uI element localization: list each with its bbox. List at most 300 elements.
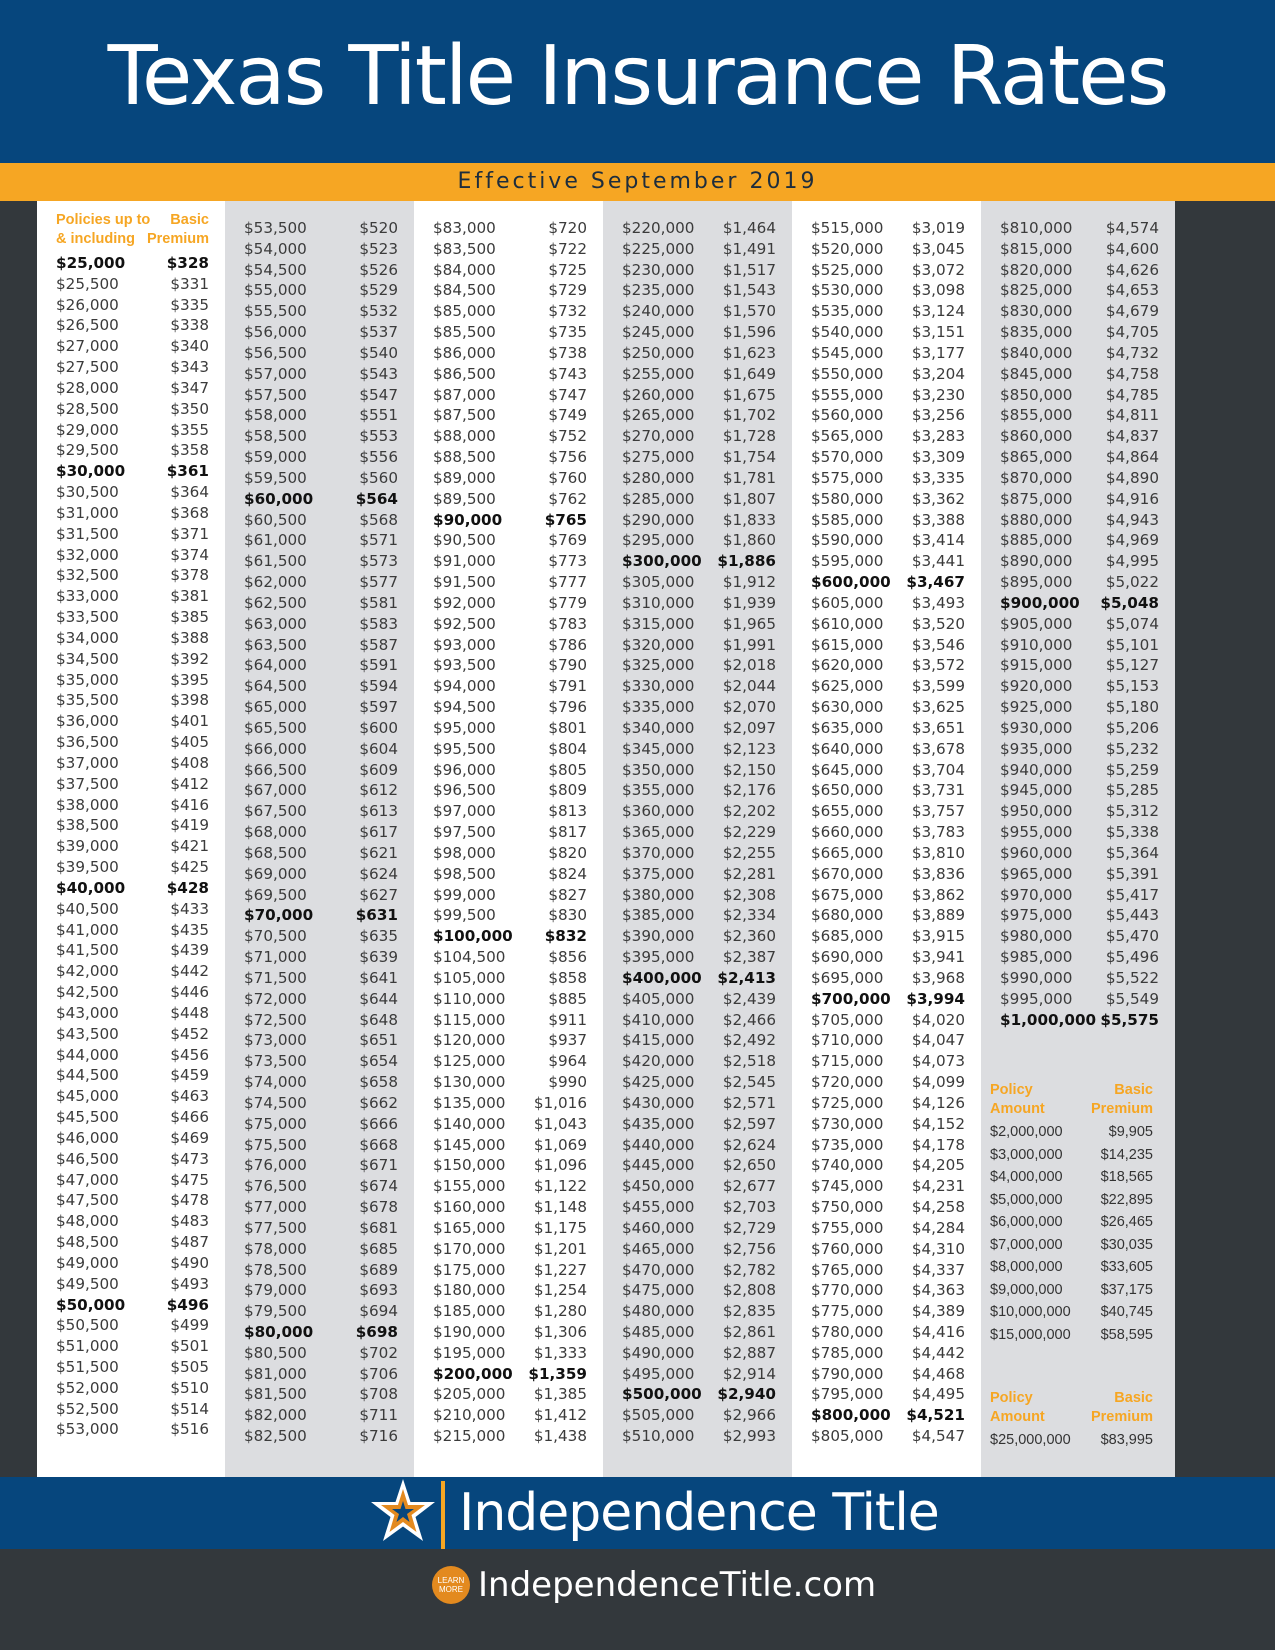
rate-row — [981, 864, 1175, 885]
policy-amount: $580,000 — [811, 489, 884, 508]
policy-amount: $595,000 — [811, 552, 884, 571]
policy-amount: $905,000 — [1000, 614, 1073, 633]
rate-row — [603, 1010, 792, 1031]
policy-amount: $210,000 — [433, 1406, 506, 1425]
rate-row — [37, 670, 225, 691]
policy-amount: $490,000 — [622, 1343, 695, 1362]
rate-row — [792, 1343, 981, 1364]
header-policy-label: Policy — [990, 1082, 1033, 1098]
basic-premium: $3,467 — [906, 573, 965, 592]
basic-premium: $3,731 — [911, 781, 965, 800]
rate-row — [37, 1065, 225, 1086]
basic-premium: $5,364 — [1105, 843, 1159, 862]
basic-premium: $3,388 — [911, 510, 965, 529]
basic-premium: $571 — [359, 531, 398, 550]
basic-premium: $911 — [548, 1010, 587, 1029]
basic-premium: $1,886 — [717, 552, 776, 571]
basic-premium: $827 — [548, 885, 587, 904]
rate-row — [414, 885, 603, 906]
policy-amount: $62,000 — [244, 573, 307, 592]
rate-row — [792, 364, 981, 385]
website-link[interactable]: IndependenceTitle.com — [478, 1565, 877, 1605]
basic-premium: $22,895 — [1100, 1191, 1153, 1208]
policy-amount: $665,000 — [811, 843, 884, 862]
basic-premium: $817 — [548, 823, 587, 842]
basic-premium: $1,860 — [722, 531, 776, 550]
header-premium-label: Premium — [1090, 1409, 1153, 1425]
basic-premium: $1,122 — [533, 1177, 587, 1196]
basic-premium: $478 — [170, 1191, 209, 1210]
rate-row — [981, 280, 1175, 301]
basic-premium: $4,574 — [1105, 219, 1159, 237]
policy-amount: $890,000 — [1000, 552, 1073, 571]
policy-amount: $43,500 — [56, 1024, 119, 1043]
basic-premium: $3,599 — [911, 677, 965, 696]
header-amount-label: Amount — [990, 1409, 1045, 1425]
basic-premium: $4,126 — [911, 1093, 965, 1112]
rate-row — [414, 239, 603, 260]
basic-premium: $4,600 — [1105, 239, 1159, 258]
rate-row — [792, 405, 981, 426]
policy-amount: $30,000 — [56, 462, 126, 481]
large-policy-row — [990, 1324, 1153, 1347]
policy-amount: $750,000 — [811, 1198, 884, 1216]
header-basic-label: Basic — [170, 212, 209, 228]
policy-amount: $40,500 — [56, 899, 119, 918]
basic-premium: $1,069 — [533, 1135, 587, 1154]
basic-premium: $496 — [166, 1295, 209, 1314]
basic-premium: $2,518 — [722, 1052, 776, 1071]
policy-amount: $66,000 — [244, 739, 307, 758]
basic-premium: $583 — [359, 614, 398, 633]
basic-premium: $5,153 — [1105, 677, 1159, 696]
policy-amount: $27,500 — [56, 358, 119, 377]
basic-premium: $627 — [359, 885, 398, 904]
policy-amount: $69,500 — [244, 885, 307, 904]
rate-row — [603, 801, 792, 822]
basic-premium: $4,231 — [911, 1177, 965, 1196]
rate-row — [414, 739, 603, 760]
basic-premium: $516 — [170, 1420, 209, 1439]
policy-amount: $74,000 — [244, 1073, 307, 1092]
policy-amount: $43,000 — [56, 1003, 119, 1022]
basic-premium: $3,678 — [911, 739, 965, 758]
rate-row — [37, 420, 225, 441]
policy-amount: $730,000 — [811, 1114, 884, 1133]
policy-amount: $26,500 — [56, 316, 119, 335]
policy-amount: $72,000 — [244, 989, 307, 1008]
policy-amount: $930,000 — [1000, 718, 1073, 737]
policy-amount: $93,500 — [433, 656, 496, 675]
basic-premium: $4,547 — [911, 1427, 965, 1446]
policy-amount: $720,000 — [811, 1073, 884, 1092]
rate-row — [414, 1030, 603, 1051]
policy-amount: $185,000 — [433, 1302, 506, 1321]
policy-amount: $89,500 — [433, 489, 496, 508]
basic-premium: $2,123 — [722, 739, 776, 758]
rate-row — [792, 801, 981, 822]
rate-row — [792, 530, 981, 551]
rate-row — [225, 739, 414, 760]
policy-amount: $615,000 — [811, 635, 884, 654]
rate-row — [225, 489, 414, 510]
rate-row — [37, 1086, 225, 1107]
large-policy-row — [990, 1301, 1153, 1324]
policy-amount: $700,000 — [811, 989, 891, 1008]
rate-row — [414, 1405, 603, 1426]
policy-amount: $290,000 — [622, 510, 695, 529]
rate-row — [792, 1093, 981, 1114]
header-basic-label: Basic — [1114, 1082, 1153, 1098]
policy-amount: $180,000 — [433, 1281, 506, 1300]
basic-premium: $2,545 — [722, 1073, 776, 1092]
basic-premium: $466 — [170, 1108, 209, 1127]
basic-premium: $4,679 — [1105, 302, 1159, 321]
basic-premium: $3,362 — [911, 489, 965, 508]
rate-row — [225, 1176, 414, 1197]
basic-premium: $3,177 — [911, 343, 965, 362]
rate-row — [603, 926, 792, 947]
policy-amount: $57,000 — [244, 364, 307, 383]
rate-row — [792, 780, 981, 801]
policy-amount: $670,000 — [811, 864, 884, 883]
policy-amount: $265,000 — [622, 406, 695, 425]
rate-row — [792, 739, 981, 760]
policy-amount: $860,000 — [1000, 427, 1073, 446]
basic-premium: $1,491 — [722, 239, 776, 258]
basic-premium: $5,206 — [1105, 718, 1159, 737]
rate-row — [792, 385, 981, 406]
policy-amount: $195,000 — [433, 1343, 506, 1362]
basic-premium: $1,333 — [533, 1343, 587, 1362]
basic-premium: $1,412 — [533, 1406, 587, 1425]
rate-row — [603, 760, 792, 781]
basic-premium: $2,439 — [722, 989, 776, 1008]
policy-amount: $79,000 — [244, 1281, 307, 1300]
policy-amount: $38,000 — [56, 795, 119, 814]
rate-row — [981, 364, 1175, 385]
policy-amount: $26,000 — [56, 295, 119, 314]
rate-row — [37, 295, 225, 316]
basic-premium: $2,308 — [722, 885, 776, 904]
policy-amount: $830,000 — [1000, 302, 1073, 321]
policy-amount: $440,000 — [622, 1135, 695, 1154]
rate-row — [414, 1072, 603, 1093]
rate-row — [603, 1176, 792, 1197]
policy-amount: $255,000 — [622, 364, 695, 383]
policy-amount: $150,000 — [433, 1156, 506, 1175]
basic-premium: $666 — [359, 1114, 398, 1133]
rate-row — [414, 218, 603, 239]
rate-row — [981, 301, 1175, 322]
rate-row — [37, 628, 225, 649]
policy-amount: $270,000 — [622, 427, 695, 446]
basic-premium: $358 — [170, 441, 209, 460]
rate-row — [792, 843, 981, 864]
basic-premium: $1,781 — [722, 468, 776, 487]
policy-amount: $575,000 — [811, 468, 884, 487]
header-including-label: & including — [56, 231, 135, 247]
basic-premium: $617 — [359, 823, 398, 842]
policy-amount: $34,000 — [56, 628, 119, 647]
rate-row — [225, 1426, 414, 1447]
policy-amount: $82,500 — [244, 1427, 307, 1446]
policy-amount: $790,000 — [811, 1364, 884, 1383]
policy-amount: $58,500 — [244, 427, 307, 446]
policy-amount: $585,000 — [811, 510, 884, 529]
rate-row — [414, 926, 603, 947]
policy-amount: $54,500 — [244, 260, 307, 279]
policy-amount: $90,000 — [433, 510, 503, 529]
policy-amount: $425,000 — [622, 1073, 695, 1092]
rate-row — [792, 655, 981, 676]
policy-amount: $145,000 — [433, 1135, 506, 1154]
basic-premium: $885 — [548, 989, 587, 1008]
rate-row — [792, 551, 981, 572]
policy-amount: $235,000 — [622, 281, 695, 300]
policy-amount: $5,000,000 — [990, 1191, 1063, 1208]
policy-amount: $400,000 — [622, 968, 702, 987]
rate-row — [37, 399, 225, 420]
rate-row — [414, 343, 603, 364]
basic-premium: $3,335 — [911, 468, 965, 487]
basic-premium: $371 — [170, 524, 209, 543]
policy-amount: $715,000 — [811, 1052, 884, 1071]
policy-amount: $35,500 — [56, 691, 119, 710]
policy-amount: $66,500 — [244, 760, 307, 779]
rate-table — [37, 201, 1237, 1477]
policy-amount: $28,000 — [56, 378, 119, 397]
policy-amount: $995,000 — [1000, 989, 1073, 1008]
basic-premium: $3,520 — [911, 614, 965, 633]
basic-premium: $398 — [170, 691, 209, 710]
basic-premium: $856 — [548, 948, 587, 967]
policy-amount: $935,000 — [1000, 739, 1073, 758]
rate-row — [414, 1322, 603, 1343]
policy-amount: $49,000 — [56, 1253, 119, 1272]
policy-amount: $7,000,000 — [990, 1236, 1063, 1253]
basic-premium: $505 — [170, 1357, 209, 1376]
rate-row — [37, 1211, 225, 1232]
basic-premium: $1,807 — [722, 489, 776, 508]
policy-amount: $760,000 — [811, 1239, 884, 1258]
policy-amount: $460,000 — [622, 1218, 695, 1237]
rate-row — [225, 822, 414, 843]
header-amount-label: Amount — [990, 1101, 1045, 1117]
footer-brand-band — [0, 1477, 1275, 1549]
policy-amount: $695,000 — [811, 968, 884, 987]
basic-premium: $4,099 — [911, 1073, 965, 1092]
basic-premium: $392 — [170, 649, 209, 668]
policy-amount: $83,500 — [433, 239, 496, 258]
rate-column-6 — [981, 201, 1175, 1477]
policy-amount: $77,500 — [244, 1218, 307, 1237]
basic-premium: $5,127 — [1105, 656, 1159, 675]
rate-row — [981, 322, 1175, 343]
rate-row — [981, 510, 1175, 531]
policy-amount: $250,000 — [622, 343, 695, 362]
basic-premium: $3,098 — [911, 281, 965, 300]
rate-row — [792, 822, 981, 843]
rate-row — [225, 385, 414, 406]
rate-row — [414, 301, 603, 322]
rate-row — [37, 1295, 225, 1316]
basic-premium: $543 — [359, 364, 398, 383]
rate-row — [37, 711, 225, 732]
policy-amount: $355,000 — [622, 781, 695, 800]
policy-amount: $33,000 — [56, 587, 119, 606]
policy-amount: $80,000 — [244, 1322, 314, 1341]
basic-premium: $405 — [170, 733, 209, 752]
policy-amount: $53,000 — [56, 1420, 119, 1439]
basic-premium: $762 — [548, 489, 587, 508]
rate-row — [414, 468, 603, 489]
basic-premium: $475 — [170, 1170, 209, 1189]
rate-row — [414, 655, 603, 676]
basic-premium: $2,887 — [722, 1343, 776, 1362]
basic-premium: $729 — [548, 281, 587, 300]
basic-premium: $1,939 — [722, 593, 776, 612]
rate-row — [37, 795, 225, 816]
rate-row — [792, 989, 981, 1010]
rate-row — [603, 635, 792, 656]
basic-premium: $624 — [359, 864, 398, 883]
rate-row — [414, 801, 603, 822]
rate-row — [792, 343, 981, 364]
basic-premium: $2,861 — [722, 1322, 776, 1341]
rate-row — [981, 718, 1175, 739]
basic-premium: $1,464 — [722, 219, 776, 237]
basic-premium: $435 — [170, 920, 209, 939]
header-basic-label: Basic — [1114, 1390, 1153, 1406]
policy-amount: $48,000 — [56, 1212, 119, 1231]
policy-amount: $140,000 — [433, 1114, 506, 1133]
rate-row — [792, 1072, 981, 1093]
rate-row — [414, 593, 603, 614]
basic-premium: $779 — [548, 593, 587, 612]
basic-premium: $597 — [359, 698, 398, 717]
rate-row — [792, 885, 981, 906]
rate-row — [981, 947, 1175, 968]
policy-amount: $46,500 — [56, 1149, 119, 1168]
policy-amount: $550,000 — [811, 364, 884, 383]
policy-amount: $360,000 — [622, 802, 695, 821]
rate-row — [981, 447, 1175, 468]
rate-row — [981, 739, 1175, 760]
basic-premium: $1,043 — [533, 1114, 587, 1133]
policy-amount: $285,000 — [622, 489, 695, 508]
policy-amount: $950,000 — [1000, 802, 1073, 821]
basic-premium: $381 — [170, 587, 209, 606]
rate-row — [225, 1218, 414, 1239]
policy-amount: $725,000 — [811, 1093, 884, 1112]
basic-premium: $639 — [359, 948, 398, 967]
basic-premium: $4,389 — [911, 1302, 965, 1321]
rate-row — [37, 1315, 225, 1336]
policy-amount: $745,000 — [811, 1177, 884, 1196]
rate-row — [792, 1384, 981, 1405]
basic-premium: $5,522 — [1105, 968, 1159, 987]
learn-more-badge[interactable] — [432, 1566, 470, 1604]
rate-row — [225, 885, 414, 906]
rate-row — [981, 905, 1175, 926]
policy-amount: $545,000 — [811, 343, 884, 362]
basic-premium: $551 — [359, 406, 398, 425]
basic-premium: $4,416 — [911, 1322, 965, 1341]
policy-amount: $35,000 — [56, 670, 119, 689]
rate-row — [981, 530, 1175, 551]
policy-amount: $29,000 — [56, 420, 119, 439]
basic-premium: $456 — [170, 1045, 209, 1064]
policy-amount: $375,000 — [622, 864, 695, 883]
policy-amount: $44,000 — [56, 1045, 119, 1064]
rate-row — [225, 1093, 414, 1114]
basic-premium: $368 — [170, 503, 209, 522]
policy-amount: $965,000 — [1000, 864, 1073, 883]
basic-premium: $4,020 — [911, 1010, 965, 1029]
policy-amount: $51,000 — [56, 1337, 119, 1356]
basic-premium: $654 — [359, 1052, 398, 1071]
policy-amount: $350,000 — [622, 760, 695, 779]
basic-premium: $809 — [548, 781, 587, 800]
rate-row — [792, 1114, 981, 1135]
basic-premium: $1,912 — [722, 573, 776, 592]
policy-amount: $46,000 — [56, 1128, 119, 1147]
policy-amount: $28,500 — [56, 399, 119, 418]
basic-premium: $347 — [170, 378, 209, 397]
basic-premium: $547 — [359, 385, 398, 404]
rate-column-5 — [792, 201, 981, 1477]
rate-row — [603, 1030, 792, 1051]
rate-row — [603, 989, 792, 1010]
basic-premium: $473 — [170, 1149, 209, 1168]
basic-premium: $520 — [359, 219, 398, 237]
rate-row — [225, 760, 414, 781]
rate-row — [603, 1218, 792, 1239]
policy-amount: $84,500 — [433, 281, 496, 300]
basic-premium: $2,729 — [722, 1218, 776, 1237]
policy-amount: $225,000 — [622, 239, 695, 258]
policy-amount: $32,500 — [56, 566, 119, 585]
policy-amount: $835,000 — [1000, 323, 1073, 342]
rate-row — [37, 545, 225, 566]
policy-amount: $980,000 — [1000, 927, 1073, 946]
policy-amount: $78,000 — [244, 1239, 307, 1258]
basic-premium: $1,175 — [533, 1218, 587, 1237]
policy-amount: $95,500 — [433, 739, 496, 758]
basic-premium: $668 — [359, 1135, 398, 1154]
basic-premium: $613 — [359, 802, 398, 821]
rate-row — [603, 1051, 792, 1072]
basic-premium: $678 — [359, 1198, 398, 1216]
policy-amount: $320,000 — [622, 635, 695, 654]
policy-amount: $73,000 — [244, 1031, 307, 1050]
rate-row — [981, 572, 1175, 593]
rate-row — [603, 1155, 792, 1176]
policy-amount: $960,000 — [1000, 843, 1073, 862]
rate-row — [981, 822, 1175, 843]
basic-premium: $805 — [548, 760, 587, 779]
rate-row — [603, 364, 792, 385]
policy-amount: $390,000 — [622, 927, 695, 946]
rate-row — [792, 301, 981, 322]
basic-premium: $5,259 — [1105, 760, 1159, 779]
rate-row — [37, 1253, 225, 1274]
basic-premium: $421 — [170, 837, 209, 856]
rate-row — [414, 385, 603, 406]
rate-row — [37, 1003, 225, 1024]
rate-row — [414, 1093, 603, 1114]
